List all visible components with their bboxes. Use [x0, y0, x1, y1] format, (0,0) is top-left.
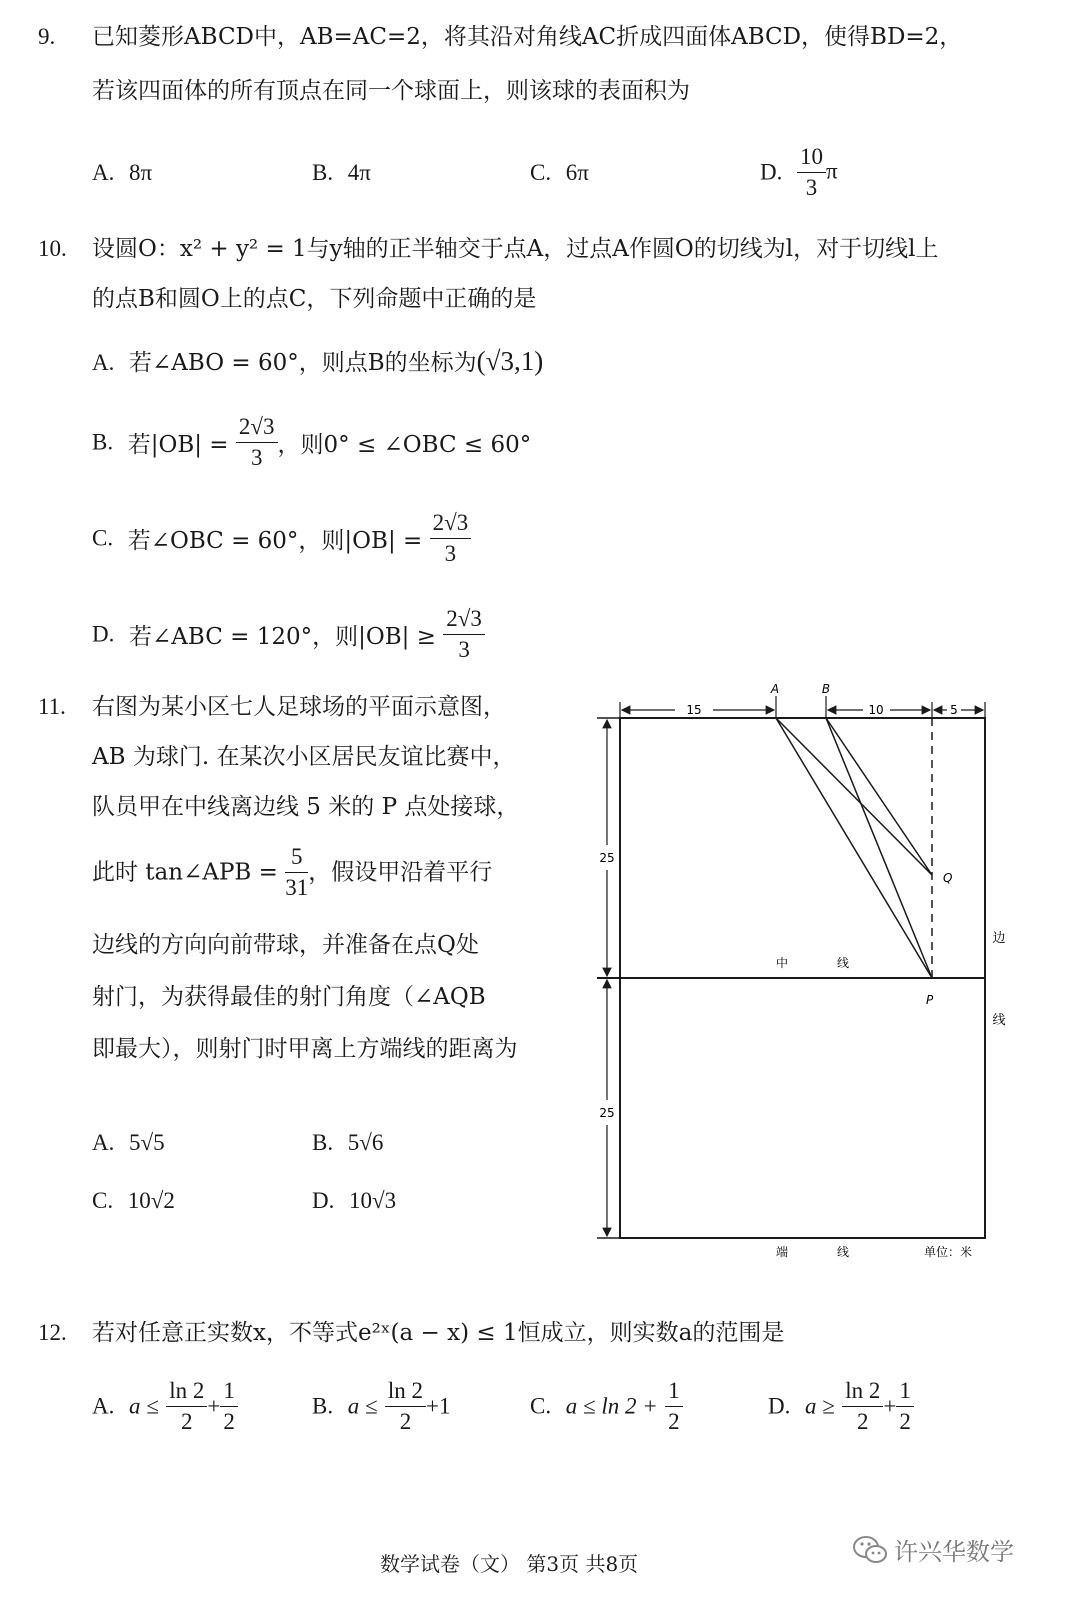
q10-number: 10. [38, 236, 67, 261]
q10-option-c: C. 若∠OBC = 60°，则|OB| = $\frac{2√3}{3}$ [92, 508, 471, 569]
wechat-icon [852, 1534, 888, 1566]
q11-option-a: A. 5√5 [92, 1130, 165, 1155]
fraction: $\frac{1}{2}$ [896, 1376, 914, 1437]
midline-label-1: 中 [775, 956, 789, 970]
q10-option-d: D. 若∠ABC = 120°，则|OB| ≥ $\frac{2√3}{3}$ [92, 604, 485, 665]
point-a-label: A [770, 682, 780, 696]
q9-number: 9. [38, 24, 56, 49]
q9-option-b: B. 4π [312, 160, 371, 185]
fraction: $\frac{5}{31}$ [285, 844, 309, 900]
fraction: $\frac{10}{3}$ [797, 142, 826, 203]
fraction: $\frac{2√3}{3}$ [430, 508, 472, 569]
point-q-label: Q [943, 871, 953, 885]
q11-option-b: B. 5√6 [312, 1130, 384, 1155]
q10-line2: 的点B和圆O上的点C，下列命题中正确的是 [92, 286, 537, 312]
fraction: $\frac{2√3}{3}$ [236, 412, 278, 473]
q9-option-c: C. 6π [530, 160, 589, 185]
fraction: $\frac{1}{2}$ [220, 1376, 238, 1437]
point-b-label: B [821, 682, 831, 696]
q9-option-d: D. $\frac{10}{3}$ π [760, 142, 838, 203]
fraction: $\frac{\ln 2}{2}$ [166, 1376, 207, 1437]
q11-line7: 即最大），则射门时甲离上方端线的距离为 [92, 1036, 518, 1062]
fraction: $\frac{\ln 2}{2}$ [385, 1376, 426, 1437]
q11-number: 11. [38, 694, 66, 719]
q12-option-d: D. a ≥ $\frac{\ln 2}{2}$ + $\frac{1}{2}$ [768, 1376, 914, 1437]
q11-line6: 射门，为获得最佳的射门角度（∠AQB [92, 984, 486, 1010]
q11-line2: AB 为球门. 在某次小区居民友谊比赛中， [92, 744, 516, 770]
fraction: $\frac{1}{2}$ [665, 1376, 683, 1437]
endline-label-2: 线 [836, 1245, 850, 1259]
dim-15-label: 15 [686, 703, 702, 717]
q12-option-b: B. a ≤ $\frac{\ln 2}{2}$ +1 [312, 1376, 451, 1437]
q10-option-a: A. 若∠ABO = 60°，则点B的坐标为(√3,1) [92, 346, 544, 376]
q11-line1: 右图为某小区七人足球场的平面示意图， [92, 694, 506, 720]
fraction: $\frac{2√3}{3}$ [443, 604, 485, 665]
football-field-diagram [585, 680, 1045, 1270]
q12-line: 若对任意正实数x，不等式e²ˣ(a − x) ≤ 1恒成立，则实数a的范围是 [92, 1320, 785, 1346]
watermark-text: 许兴华数学 [894, 1538, 1014, 1566]
unit-label: 单位：米 [923, 1245, 973, 1259]
q11-option-d: D. 10√3 [312, 1188, 397, 1213]
q11-line3: 队员甲在中线离边线 5 米的 P 点处接球， [92, 794, 520, 820]
q9-option-a: A. 8π [92, 160, 153, 185]
q10-line1: 设圆O：x² + y² = 1与y轴的正半轴交于点A，过点A作圆O的切线为l，对于切线l上 [92, 236, 939, 262]
q12-number: 12. [38, 1320, 67, 1345]
endline-label-1: 端 [775, 1245, 789, 1259]
dim-5-label: 5 [950, 703, 958, 717]
watermark [852, 1532, 1014, 1567]
q11-line5: 边线的方向向前带球，并准备在点Q处 [92, 932, 479, 958]
dim-25-top-label: 25 [599, 851, 615, 865]
dim-25-bottom-label: 25 [599, 1106, 615, 1120]
q9-line2: 若该四面体的所有顶点在同一个球面上，则该球的表面积为 [92, 78, 690, 104]
dim-10-label: 10 [868, 703, 884, 717]
sideline-label-1: 边 [992, 931, 1006, 946]
midline-label-2: 线 [836, 956, 850, 970]
q11-tan-line: 此时 tan∠APB = $\frac{5}{31}$ ，假设甲沿着平行 [92, 842, 492, 903]
page-footer: 数学试卷（文） 第3页 共8页 [380, 1552, 639, 1576]
point-p-label: P [926, 993, 934, 1007]
fraction: $\frac{\ln 2}{2}$ [842, 1376, 883, 1437]
sideline-label-2: 线 [992, 1013, 1006, 1028]
q12-option-c: C. a ≤ ln 2 + $\frac{1}{2}$ [530, 1376, 683, 1437]
q10-option-b: B. 若|OB| = $\frac{2√3}{3}$ ，则0° ≤ ∠OBC ≤ 60° [92, 412, 531, 473]
q11-option-c: C. 10√2 [92, 1188, 175, 1213]
q12-option-a: A. a ≤ $\frac{\ln 2}{2}$ + $\frac{1}{2}$ [92, 1376, 238, 1437]
q9-line1: 已知菱形ABCD中，AB=AC=2，将其沿对角线AC折成四面体ABCD，使得BD=2， [92, 24, 963, 50]
